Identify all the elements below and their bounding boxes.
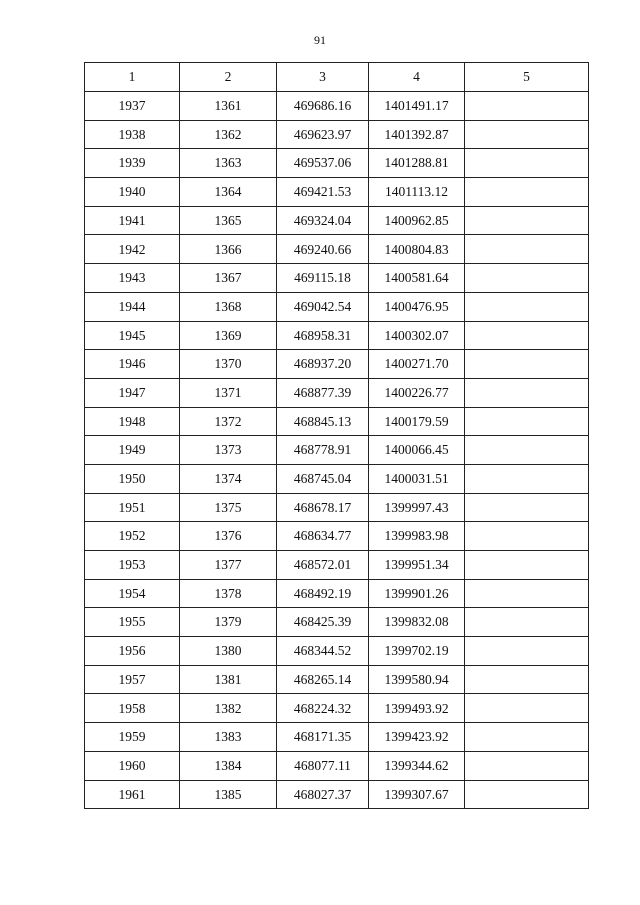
table-cell-col-1: 1938 [85, 120, 180, 149]
table-row [85, 292, 589, 321]
table-cell-col-2: 1382 [180, 694, 277, 723]
table-cell-col-4: 1399702.19 [369, 637, 465, 666]
table-cell-col-1: 1953 [85, 551, 180, 580]
table-row [85, 378, 589, 407]
table-cell-col-1: 1954 [85, 579, 180, 608]
header-cell-5: 5 [465, 63, 589, 92]
table-cell-col-3: 469623.97 [277, 120, 369, 149]
table-cell-col-5 [465, 723, 589, 752]
table-row [85, 264, 589, 293]
table-cell-col-4: 1399997.43 [369, 493, 465, 522]
table-row [85, 608, 589, 637]
table-row [85, 120, 589, 149]
table-cell-col-2: 1373 [180, 436, 277, 465]
table-cell-col-4: 1400804.83 [369, 235, 465, 264]
table-cell-col-1: 1937 [85, 92, 180, 121]
table-cell-col-5 [465, 378, 589, 407]
table-cell-col-2: 1367 [180, 264, 277, 293]
table-cell-col-3: 468027.37 [277, 780, 369, 809]
table-row [85, 92, 589, 121]
table-row [85, 436, 589, 465]
coordinates-table [84, 62, 589, 809]
table-cell-col-1: 1943 [85, 264, 180, 293]
table-cell-col-1: 1959 [85, 723, 180, 752]
table-cell-col-3: 468572.01 [277, 551, 369, 580]
table-cell-col-3: 468678.17 [277, 493, 369, 522]
table-cell-col-3: 469042.54 [277, 292, 369, 321]
table-cell-col-4: 1399580.94 [369, 665, 465, 694]
table-cell-col-1: 1957 [85, 665, 180, 694]
table-cell-col-4: 1401288.81 [369, 149, 465, 178]
table-row [85, 665, 589, 694]
table-cell-col-3: 468937.20 [277, 350, 369, 379]
table-cell-col-5 [465, 264, 589, 293]
table-cell-col-4: 1401113.12 [369, 178, 465, 207]
table-cell-col-2: 1383 [180, 723, 277, 752]
table-cell-col-4: 1400179.59 [369, 407, 465, 436]
table-cell-col-3: 469686.16 [277, 92, 369, 121]
table-cell-col-2: 1380 [180, 637, 277, 666]
table-cell-col-3: 469421.53 [277, 178, 369, 207]
table-cell-col-1: 1960 [85, 751, 180, 780]
table-cell-col-2: 1379 [180, 608, 277, 637]
table-cell-col-2: 1362 [180, 120, 277, 149]
table-cell-col-4: 1400066.45 [369, 436, 465, 465]
table-cell-col-3: 469240.66 [277, 235, 369, 264]
table-cell-col-5 [465, 608, 589, 637]
table-cell-col-1: 1939 [85, 149, 180, 178]
table-cell-col-3: 468171.35 [277, 723, 369, 752]
table-cell-col-4: 1399983.98 [369, 522, 465, 551]
table-cell-col-2: 1361 [180, 92, 277, 121]
header-cell-4: 4 [369, 63, 465, 92]
table-cell-col-4: 1399307.67 [369, 780, 465, 809]
table-cell-col-3: 468492.19 [277, 579, 369, 608]
table-cell-col-2: 1377 [180, 551, 277, 580]
table-cell-col-3: 468425.39 [277, 608, 369, 637]
table-cell-col-3: 468224.32 [277, 694, 369, 723]
table-cell-col-5 [465, 178, 589, 207]
table-cell-col-5 [465, 665, 589, 694]
table-cell-col-1: 1951 [85, 493, 180, 522]
table-cell-col-5 [465, 579, 589, 608]
table-cell-col-5 [465, 350, 589, 379]
table-cell-col-5 [465, 436, 589, 465]
table-body [85, 92, 589, 809]
table-cell-col-3: 468077.11 [277, 751, 369, 780]
table-cell-col-4: 1399951.34 [369, 551, 465, 580]
table-cell-col-1: 1942 [85, 235, 180, 264]
table-cell-col-5 [465, 206, 589, 235]
table-cell-col-2: 1370 [180, 350, 277, 379]
table-cell-col-4: 1400302.07 [369, 321, 465, 350]
table-cell-col-3: 468845.13 [277, 407, 369, 436]
table-cell-col-5 [465, 551, 589, 580]
page-number: 91 [314, 33, 326, 47]
table-cell-col-4: 1400581.64 [369, 264, 465, 293]
table-cell-col-4: 1401392.87 [369, 120, 465, 149]
table-row [85, 350, 589, 379]
table-cell-col-1: 1961 [85, 780, 180, 809]
table-row [85, 407, 589, 436]
table-cell-col-5 [465, 321, 589, 350]
table-cell-col-5 [465, 751, 589, 780]
table-cell-col-1: 1947 [85, 378, 180, 407]
table-cell-col-2: 1376 [180, 522, 277, 551]
table-cell-col-3: 468634.77 [277, 522, 369, 551]
table-cell-col-3: 468778.91 [277, 436, 369, 465]
table-cell-col-1: 1952 [85, 522, 180, 551]
table-row [85, 780, 589, 809]
table-cell-col-5 [465, 780, 589, 809]
table-row [85, 178, 589, 207]
header-cell-2: 2 [180, 63, 277, 92]
table-cell-col-4: 1401491.17 [369, 92, 465, 121]
table-cell-col-1: 1949 [85, 436, 180, 465]
table-cell-col-2: 1366 [180, 235, 277, 264]
table-row [85, 551, 589, 580]
table-row [85, 751, 589, 780]
table-row [85, 206, 589, 235]
table-cell-col-4: 1399832.08 [369, 608, 465, 637]
table-cell-col-5 [465, 92, 589, 121]
table-cell-col-3: 468745.04 [277, 464, 369, 493]
table-cell-col-1: 1948 [85, 407, 180, 436]
table-cell-col-2: 1363 [180, 149, 277, 178]
table-row [85, 235, 589, 264]
table-cell-col-1: 1958 [85, 694, 180, 723]
table-cell-col-2: 1371 [180, 378, 277, 407]
table-cell-col-5 [465, 235, 589, 264]
table-cell-col-2: 1375 [180, 493, 277, 522]
table-row [85, 149, 589, 178]
table-cell-col-4: 1400226.77 [369, 378, 465, 407]
table-row [85, 321, 589, 350]
table-cell-col-2: 1378 [180, 579, 277, 608]
table-cell-col-1: 1950 [85, 464, 180, 493]
table-cell-col-2: 1384 [180, 751, 277, 780]
table-cell-col-4: 1399493.92 [369, 694, 465, 723]
header-row [85, 63, 589, 92]
table-cell-col-2: 1364 [180, 178, 277, 207]
table-cell-col-5 [465, 464, 589, 493]
table-row [85, 522, 589, 551]
table-cell-col-2: 1365 [180, 206, 277, 235]
table-row [85, 637, 589, 666]
table-cell-col-3: 469324.04 [277, 206, 369, 235]
table-cell-col-1: 1941 [85, 206, 180, 235]
table-row [85, 579, 589, 608]
table-cell-col-4: 1399344.62 [369, 751, 465, 780]
table-row [85, 464, 589, 493]
table-cell-col-4: 1399423.92 [369, 723, 465, 752]
table-cell-col-4: 1399901.26 [369, 579, 465, 608]
table-cell-col-3: 468265.14 [277, 665, 369, 694]
table-cell-col-3: 469537.06 [277, 149, 369, 178]
table-cell-col-5 [465, 120, 589, 149]
table-cell-col-5 [465, 493, 589, 522]
table-cell-col-2: 1385 [180, 780, 277, 809]
table-cell-col-5 [465, 694, 589, 723]
table-cell-col-1: 1944 [85, 292, 180, 321]
table-cell-col-5 [465, 149, 589, 178]
table-cell-col-4: 1400962.85 [369, 206, 465, 235]
table-cell-col-3: 469115.18 [277, 264, 369, 293]
table-header [85, 63, 589, 92]
header-cell-1: 1 [85, 63, 180, 92]
header-cell-3: 3 [277, 63, 369, 92]
table-cell-col-2: 1381 [180, 665, 277, 694]
table-cell-col-3: 468958.31 [277, 321, 369, 350]
table-cell-col-5 [465, 522, 589, 551]
table-cell-col-4: 1400031.51 [369, 464, 465, 493]
table-cell-col-1: 1945 [85, 321, 180, 350]
table-cell-col-4: 1400476.95 [369, 292, 465, 321]
table-cell-col-1: 1955 [85, 608, 180, 637]
table-cell-col-3: 468877.39 [277, 378, 369, 407]
table-cell-col-1: 1956 [85, 637, 180, 666]
table-cell-col-4: 1400271.70 [369, 350, 465, 379]
table-cell-col-2: 1369 [180, 321, 277, 350]
table-cell-col-2: 1368 [180, 292, 277, 321]
table-cell-col-2: 1374 [180, 464, 277, 493]
table-cell-col-2: 1372 [180, 407, 277, 436]
table-row [85, 723, 589, 752]
table-cell-col-1: 1946 [85, 350, 180, 379]
table-cell-col-5 [465, 292, 589, 321]
table-cell-col-1: 1940 [85, 178, 180, 207]
table-row [85, 694, 589, 723]
table-row [85, 493, 589, 522]
table-cell-col-3: 468344.52 [277, 637, 369, 666]
table-cell-col-5 [465, 407, 589, 436]
table-cell-col-5 [465, 637, 589, 666]
